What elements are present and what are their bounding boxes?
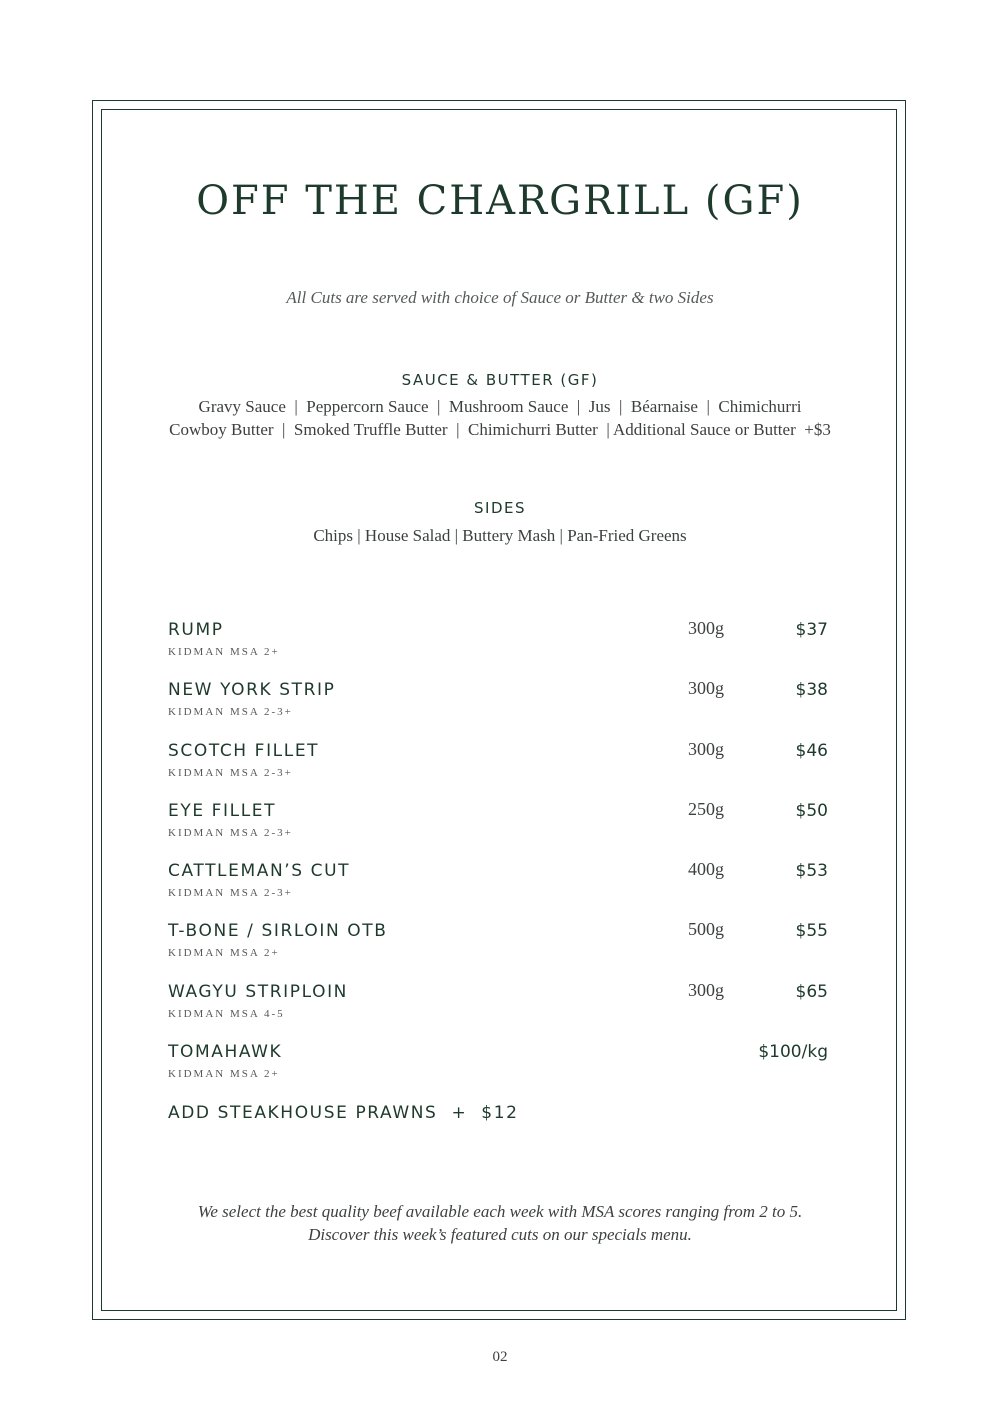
sides-list: Chips | House Salad | Buttery Mash | Pan-Fried Greens xyxy=(313,526,687,545)
item-grade: KIDMAN MSA 4-5 xyxy=(168,1007,285,1020)
sauce-list-line-2: Cowboy Butter | Smoked Truffle Butter | Chimichurri Butter | Additional Sauce or Butter +$3 xyxy=(169,420,831,439)
item-grade: KIDMAN MSA 2+ xyxy=(168,1068,280,1081)
item-name: EYE FILLET xyxy=(168,800,277,821)
menu-title: OFF THE CHARGRILL (GF) xyxy=(196,178,804,224)
item-price: $50 xyxy=(795,800,828,821)
item-weight: 250g xyxy=(688,798,724,819)
item-price: $65 xyxy=(795,981,828,1002)
menu-item-scotch-fillet xyxy=(168,738,830,801)
item-weight: 300g xyxy=(688,678,724,699)
menu-item-tomahawk xyxy=(168,1042,830,1102)
item-price: $100/kg xyxy=(758,1042,828,1063)
menu-item-new-york-strip xyxy=(168,680,830,740)
item-name: TOMAHAWK xyxy=(168,1042,283,1063)
menu-item-t-bone xyxy=(168,921,830,981)
item-weight: 300g xyxy=(688,738,724,759)
item-price: $46 xyxy=(795,740,828,761)
item-grade: KIDMAN MSA 2-3+ xyxy=(168,826,293,839)
sauce-heading: SAUCE & BUTTER (GF) xyxy=(401,371,599,389)
addon-prawns: ADD STEAKHOUSE PRAWNS + $12 xyxy=(168,1103,519,1123)
sauce-list-line-1: Gravy Sauce | Peppercorn Sauce | Mushroom Sauce | Jus | Béarnaise | Chimichurri xyxy=(198,397,802,416)
item-name: NEW YORK STRIP xyxy=(168,680,336,701)
footer-note-line-1: We select the best quality beef available each week with MSA scores ranging from 2 to 5. xyxy=(197,1202,803,1221)
item-grade: KIDMAN MSA 2-3+ xyxy=(168,766,293,779)
page-number: 02 xyxy=(492,1349,508,1365)
item-weight: 300g xyxy=(688,618,724,638)
sides-heading: SIDES xyxy=(474,499,526,517)
item-name: SCOTCH FILLET xyxy=(168,740,320,761)
item-weight: 500g xyxy=(688,919,724,940)
item-name: WAGYU STRIPLOIN xyxy=(168,981,348,1002)
footer-note xyxy=(0,1200,1000,1246)
steak-list xyxy=(168,620,830,1102)
menu-item-wagyu-striploin xyxy=(168,979,830,1042)
item-price: $53 xyxy=(795,861,828,882)
menu-item-cattlemans-cut xyxy=(168,861,830,921)
item-weight: 400g xyxy=(688,859,724,880)
item-name: CATTLEMAN’S CUT xyxy=(168,861,351,882)
item-grade: KIDMAN MSA 2-3+ xyxy=(168,887,293,900)
footer-note-line-2: Discover this week’s featured cuts on our specials menu. xyxy=(308,1225,692,1244)
item-price: $38 xyxy=(795,680,828,701)
menu-item-rump xyxy=(168,620,830,680)
menu-item-eye-fillet xyxy=(168,798,830,861)
item-name: T-BONE / SIRLOIN OTB xyxy=(168,921,388,942)
menu-subtitle: All Cuts are served with choice of Sauce or Butter & two Sides xyxy=(286,288,714,307)
item-weight: 300g xyxy=(688,979,724,1000)
item-grade: KIDMAN MSA 2-3+ xyxy=(168,706,293,719)
item-name: RUMP xyxy=(168,620,224,640)
item-grade: KIDMAN MSA 2+ xyxy=(168,947,280,960)
item-price: $55 xyxy=(795,921,828,942)
item-price: $37 xyxy=(795,620,828,640)
item-grade: KIDMAN MSA 2+ xyxy=(168,646,280,658)
